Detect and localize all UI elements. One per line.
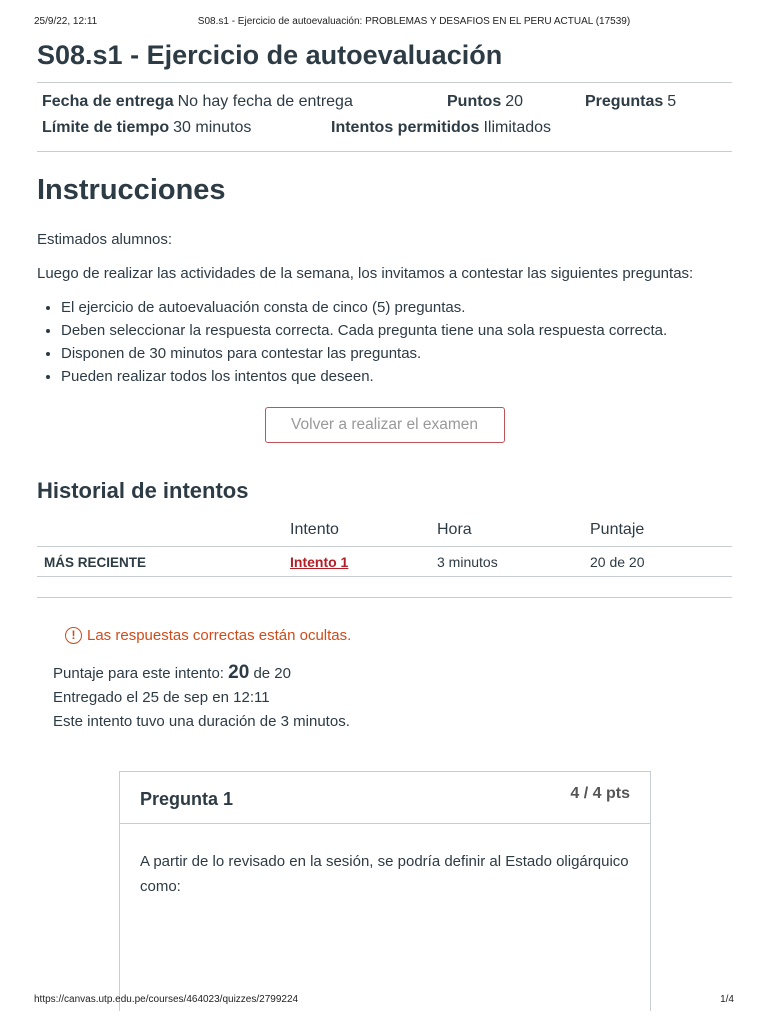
question-title: Pregunta 1: [140, 789, 234, 809]
retake-quiz-button[interactable]: Volver a realizar el examen: [265, 407, 505, 443]
question-count: [585, 92, 676, 112]
quiz-meta: [37, 83, 732, 151]
table-header-row: [37, 518, 732, 546]
instructions-greeting: Estimados alumnos:: [37, 231, 173, 248]
due-date: [42, 92, 353, 112]
due-date-label: Fecha de entrega: [42, 93, 174, 110]
attempt-score: 20 de 20: [590, 546, 732, 576]
attempt-link[interactable]: Intento 1: [290, 554, 349, 570]
quiz-content: [37, 38, 732, 734]
page-title: S08.s1 - Ejercicio de autoevaluación: [37, 40, 503, 70]
attempt-score-line: [53, 661, 732, 686]
points-label: Puntos: [447, 93, 502, 110]
column-header-time: Hora: [437, 518, 590, 546]
table-row: [37, 546, 732, 576]
question-count-value: 5: [667, 93, 677, 110]
column-header-attempt: Intento: [290, 518, 437, 546]
answers-hidden-notice: [65, 626, 732, 646]
allowed-attempts: [331, 118, 551, 138]
answers-hidden-text: Las respuestas correctas están ocultas.: [87, 626, 352, 644]
question-count-label: Preguntas: [585, 93, 664, 110]
allowed-attempts-label: Intentos permitidos: [331, 119, 480, 136]
print-header: [34, 16, 734, 30]
list-item: • Disponen de 30 minutos para contestar las preguntas.: [61, 342, 732, 365]
question-card: [119, 771, 651, 1011]
list-item: • Deben seleccionar la respuesta correcta. Cada pregunta tiene una sola respuesta correcta.: [61, 319, 732, 342]
instructions-list: [37, 296, 732, 388]
print-url: https://canvas.utp.edu.pe/courses/464023/quizzes/2799224: [34, 994, 299, 1005]
score-suffix: de 20: [253, 664, 291, 682]
instructions-intro: Luego de realizar las actividades de la semana, los invitamos a contestar las siguientes preguntas:: [37, 265, 694, 282]
score-prefix: Puntaje para este intento:: [53, 664, 224, 682]
history-heading: Historial de intentos: [37, 478, 249, 503]
attempt-time: 3 minutos: [437, 546, 590, 576]
submitted-line: Entregado el 25 de sep en 12:11: [53, 688, 270, 706]
print-footer: [34, 994, 734, 1008]
question-text: A partir de lo revisado en la sesión, se podría definir al Estado oligárquico como:: [140, 853, 629, 895]
score-value: 20: [228, 661, 250, 683]
warning-icon: !: [65, 627, 82, 644]
points-value: 20: [505, 93, 524, 110]
list-item: • El ejercicio de autoevaluación consta de cinco (5) preguntas.: [61, 296, 732, 319]
page-number: 1/4: [720, 994, 734, 1005]
allowed-attempts-value: Ilimitados: [483, 119, 552, 136]
time-limit-label: Límite de tiempo: [42, 119, 170, 136]
due-date-value: No hay fecha de entrega: [177, 93, 353, 110]
question-points: 4 / 4 pts: [570, 785, 630, 802]
time-limit: [42, 118, 251, 138]
attempt-history-table: [37, 518, 732, 577]
print-date: 25/9/22, 12:11: [34, 16, 98, 27]
points: [447, 92, 523, 112]
divider: [37, 151, 732, 152]
retake-container: [37, 407, 732, 443]
question-header: [120, 772, 650, 824]
time-limit-value: 30 minutos: [173, 119, 252, 136]
duration-line: Este intento tuvo una duración de 3 minutos.: [53, 712, 350, 730]
attempt-summary: [53, 661, 732, 734]
instructions-heading: Instrucciones: [37, 174, 226, 206]
print-title: S08.s1 - Ejercicio de autoevaluación: PROBLEMAS Y DESAFIOS EN EL PERU ACTUAL (17539): [197, 16, 631, 27]
most-recent-tag: MÁS RECIENTE: [37, 546, 290, 576]
column-header-score: Puntaje: [590, 518, 732, 546]
column-header-tag: [37, 518, 290, 546]
list-item: • Pueden realizar todos los intentos que deseen.: [61, 365, 732, 388]
divider: [37, 597, 732, 598]
